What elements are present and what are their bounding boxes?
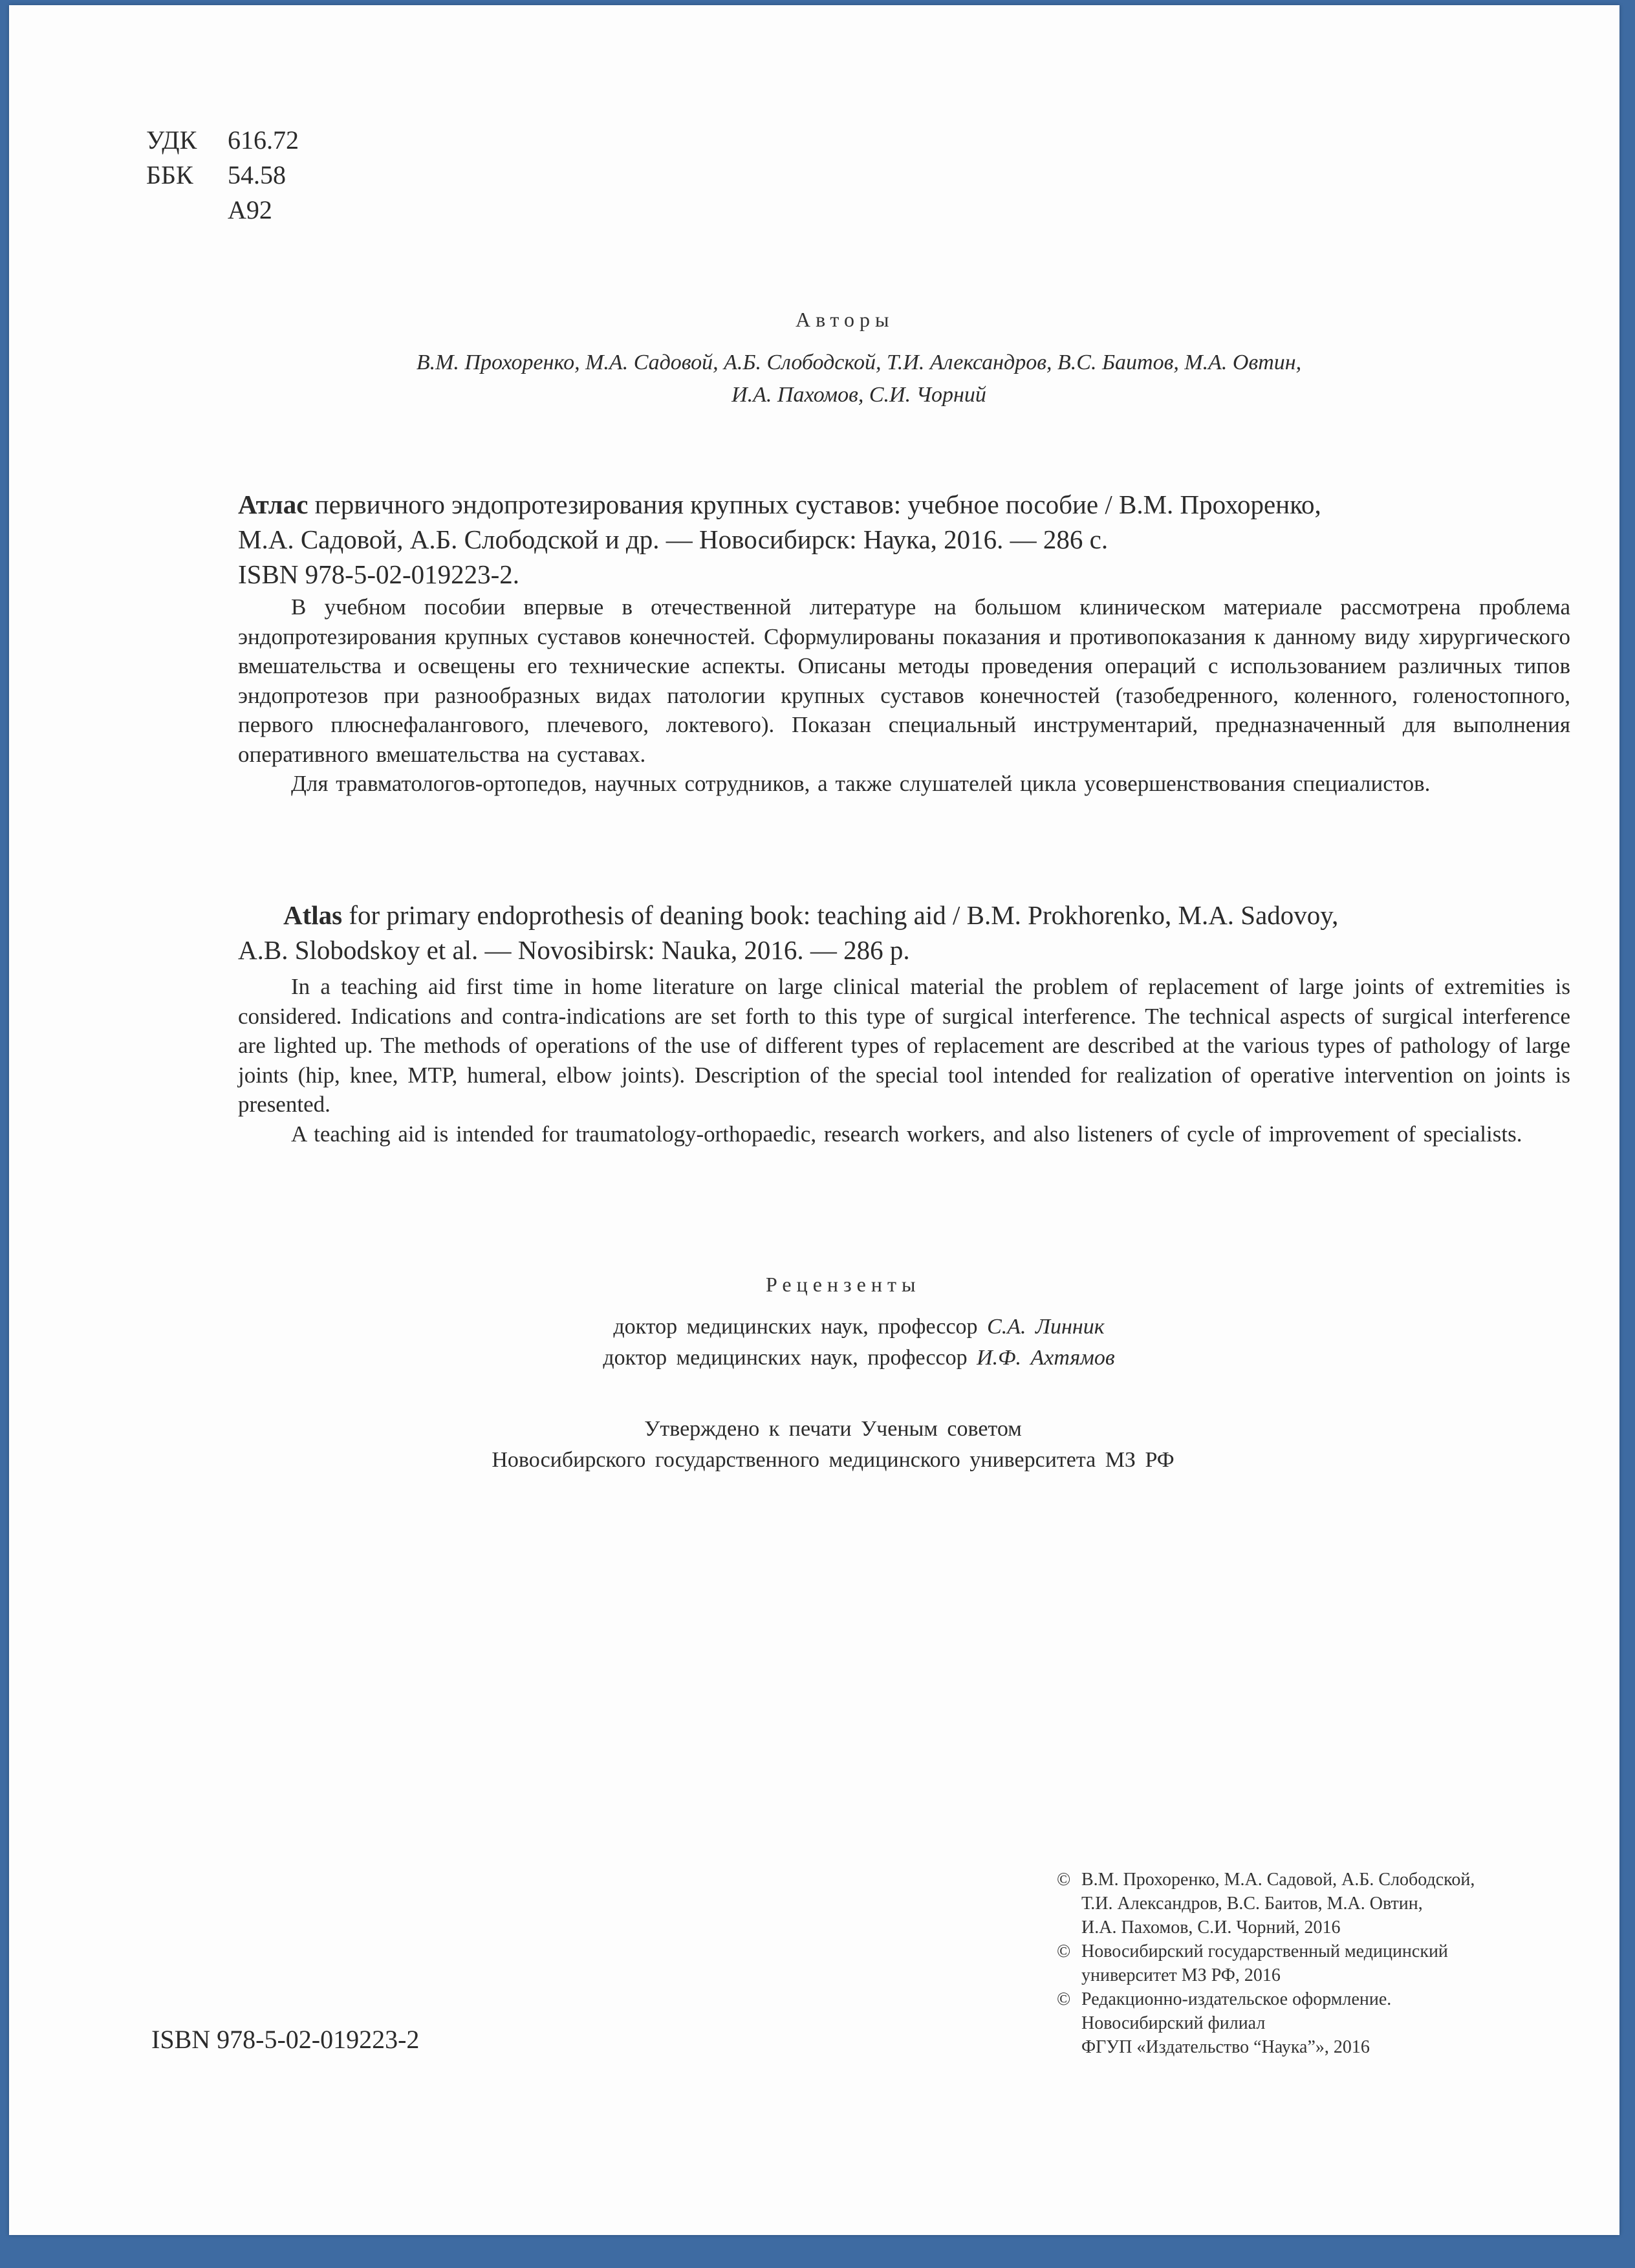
bibliography-ru-title-word: Атлас [238, 490, 309, 519]
copyright-university-line-2: университет МЗ РФ, 2016 [1081, 1965, 1281, 1985]
abstract-ru [238, 592, 1570, 799]
bibliography-en-title-word: Atlas [283, 900, 343, 930]
abstract-en [238, 972, 1570, 1149]
reviewers-heading: Рецензенты [766, 1273, 921, 1296]
bibliography-ru-line-1 [238, 487, 1321, 522]
bbk-label: ББК [146, 160, 193, 189]
reviewer-1-name: С.А. Линник [987, 1315, 1105, 1339]
reviewer-1-title: доктор медицинских наук, профессор [613, 1315, 988, 1339]
author-mark: А92 [228, 195, 272, 224]
copyright-publisher-line-2: Новосибирский филиал [1081, 2013, 1266, 2033]
copyright-university-line-1: © Новосибирский государственный медицинский [1057, 1939, 1475, 1963]
bibliography-ru-line-2: М.А. Садовой, А.Б. Слободской и др. — Новосибирск: Наука, 2016. — 286 с. [238, 524, 1109, 554]
bibliography-en-line-1-rest: for primary endoprothesis of deaning book: teaching aid / B.M. Prokhorenko, M.A. Sadovoy, [342, 900, 1339, 930]
authors-list [212, 347, 1506, 411]
classification-block [146, 123, 299, 228]
abstract-en-paragraph-1: In a teaching aid first time in home literature on large clinical material the problem of replacement of large joints of extremities is considered. Indications and contra-indications are set forth to this type of surgical interference. The technical aspects of surgical interference are lighted up. The methods of operations of the use of different types of replacement are described at the various types of pathology of large joints (hip, knee, MTP, humeral, elbow joints). Description of the special tool intended for realization of operative intervention on joints is presented. [238, 974, 1570, 1117]
approval-line-1: Утверждено к печати Ученым советом [644, 1417, 1022, 1441]
udk-label: УДК [146, 125, 197, 155]
authors-line-1: В.М. Прохоренко, М.А. Садовой, А.Б. Слободской, Т.И. Александров, В.С. Баитов, М.А. Овтин, [416, 351, 1302, 374]
approval-block [283, 1414, 1383, 1476]
reviewer-1 [439, 1312, 1279, 1343]
copyright-symbol: © [1057, 1870, 1071, 1890]
reviewers-list [439, 1312, 1279, 1374]
reviewer-2-name: И.Ф. Ахтямов [977, 1346, 1115, 1370]
abstract-ru-paragraph-2: Для травматологов-ортопедов, научных сотрудников, а также слушателей цикла усовершенствования специалистов. [291, 771, 1431, 796]
bibliography-en [238, 898, 1339, 967]
author-mark-row [146, 193, 299, 228]
copyright-symbol: © [1057, 1989, 1071, 2009]
bibliography-en-line-2: A.B. Slobodskoy et al. — Novosibirsk: Nauka, 2016. — 286 p. [238, 935, 910, 965]
bibliography-ru-line-1-rest: первичного эндопротезирования крупных суставов: учебное пособие / В.М. Прохоренко, [308, 490, 1321, 519]
udk-row [146, 123, 299, 158]
copyright-authors-line-2: Т.И. Александров, В.С. Баитов, М.А. Овтин, [1081, 1894, 1423, 1914]
reviewer-2-title: доктор медицинских наук, профессор [603, 1346, 977, 1370]
copyright-symbol: © [1057, 1941, 1071, 1961]
authors-heading: Авторы [796, 308, 894, 331]
isbn-bottom: ISBN 978-5-02-019223-2 [151, 2025, 420, 2054]
bibliography-ru-line-3: ISBN 978-5-02-019223-2. [238, 559, 520, 589]
bbk-row [146, 158, 299, 193]
approval-line-2: Новосибирского государственного медицинского университета МЗ РФ [492, 1448, 1175, 1472]
copyright-publisher-line-1: © Редакционно-издательское оформление. [1057, 1987, 1475, 2011]
copyright-block [1057, 1868, 1475, 2059]
document-sheet [9, 5, 1619, 2235]
abstract-en-paragraph-2: A teaching aid is intended for traumatology-orthopaedic, research workers, and also listeners of cycle of improvement of specialists. [291, 1121, 1522, 1147]
abstract-ru-paragraph-1: В учебном пособии впервые в отечественной литературе на большом клиническом материале рассмотрена проблема эндопротезирования крупных суставов конечностей. Сформулированы показания и противопоказания к данному виду хирургического вмешательства и освещены его технические аспекты. Описаны методы проведения операций с использованием различных типов эндопротезов при разнообразных видах патологии крупных суставов конечностей (тазобедренного, коленного, голеностопного, первого плюснефалангового, плечевого, локтевого). Показан специальный инструментарий, предназначенный для выполнения оперативного вмешательства на суставах. [238, 594, 1570, 767]
reviewer-2 [439, 1343, 1279, 1374]
bibliography-en-line-1 [283, 898, 1338, 933]
copyright-publisher-line-3: ФГУП «Издательство “Наука”», 2016 [1081, 2037, 1370, 2057]
copyright-authors-line-1: © В.М. Прохоренко, М.А. Садовой, А.Б. Слободской, [1057, 1868, 1475, 1892]
authors-line-2: И.А. Пахомов, С.И. Чорний [731, 383, 986, 407]
bbk-value: 54.58 [228, 160, 286, 189]
copyright-authors-line-3: И.А. Пахомов, С.И. Чорний, 2016 [1081, 1917, 1341, 1938]
udk-value: 616.72 [228, 125, 299, 155]
bibliography-ru [238, 487, 1321, 592]
